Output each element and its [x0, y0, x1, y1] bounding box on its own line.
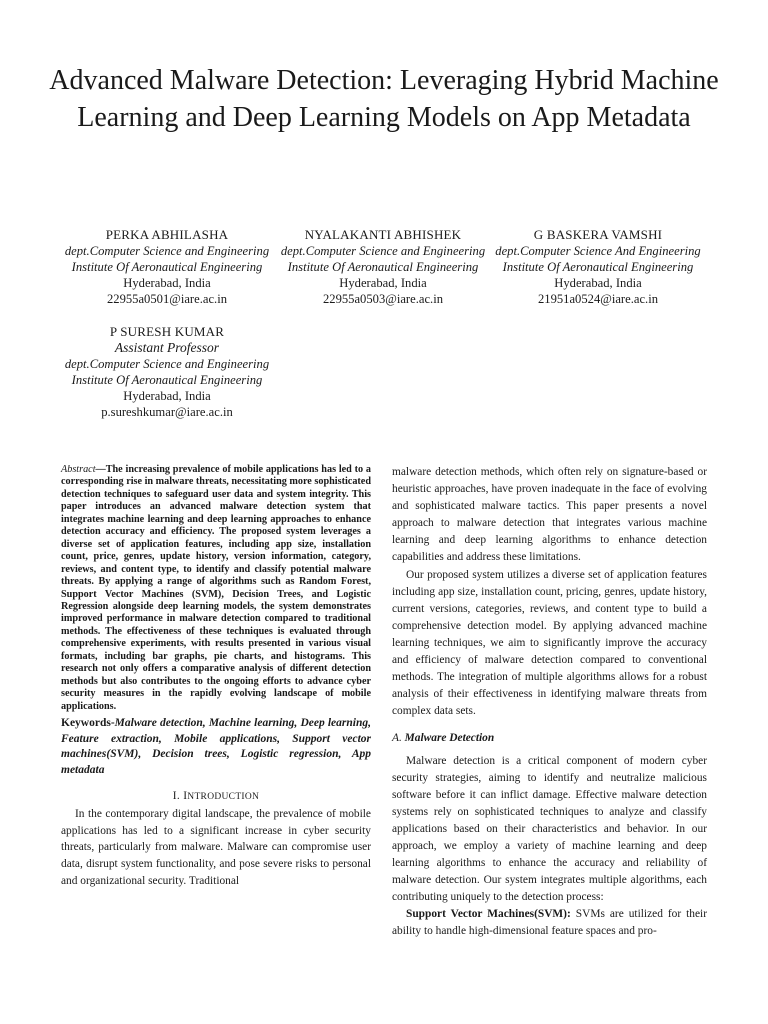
- author-block-1: [57, 227, 277, 307]
- author-institute: Institute Of Aeronautical Engineering: [71, 373, 263, 387]
- author-name: PERKA ABHILASHA: [105, 227, 229, 242]
- keywords-text: Malware detection, Machine learning, Deep learning, Feature extraction, Mobile applications, Support vector machines(SVM), Decision trees, Logistic regression, App metadata: [61, 717, 371, 776]
- author-location: Hyderabad, India: [123, 389, 211, 403]
- author-dept: dept.Computer Science and Engineering: [64, 244, 270, 258]
- subsection-label: A.: [392, 732, 402, 745]
- left-column: [61, 464, 371, 890]
- paragraph-text: SVMs are utilized for their ability to handle high-dimensional feature spaces and pro-: [392, 908, 707, 938]
- section-title: INTRODUCTION: [183, 790, 260, 803]
- keywords-label: Keywords-: [61, 717, 115, 730]
- author-dept: dept.Computer Science And Engineering: [495, 244, 701, 258]
- run-in-heading: Support Vector Machines(SVM):: [406, 908, 571, 921]
- author-dept: dept.Computer Science and Engineering: [280, 244, 486, 258]
- paragraph: Malware detection is a critical component of modern cyber security strategies, aiming to identify and neutralize malicious software before it can inflict damage. Effective malware detection systems rely on sophisticated techniques to analyze and classify applications based on their characteristics and behavior. In our approach, we employ a variety of machine learning and deep learning algorithms to enhance the accuracy and reliability of malware detection. Our system integrates multiple algorithms, each contributing uniquely to the detection process:: [392, 754, 707, 904]
- author-block-2: [273, 227, 493, 307]
- paper-title: Advanced Malware Detection: Leveraging Hybrid Machine Learning and Deep Learning Models on App Metadata: [49, 65, 719, 133]
- author-email: 21951a0524@iare.ac.in: [537, 292, 658, 306]
- author-email: 22955a0501@iare.ac.in: [106, 292, 227, 306]
- paragraph: Our proposed system utilizes a diverse set of application features including app size, installation count, pricing, genres, update history, current versions, categories, reviews, and content type to build a comprehensive detection model. By applying advanced machine learning techniques, we aim to significantly improve the accuracy and efficiency of malware detection compared to conventional methods. The integration of multiple algorithms allows for a robust analysis of their effectiveness in identifying malware threats from complex data sets.: [392, 568, 707, 718]
- right-column: [392, 464, 707, 941]
- author-dept: dept.Computer Science and Engineering: [64, 357, 270, 371]
- keywords: [61, 716, 371, 778]
- author-location: Hyderabad, India: [123, 276, 211, 290]
- paragraph: malware detection methods, which often rely on signature-based or heuristic approaches, have proven inadequate in the face of evolving and sophisticated malware tactics. This paper presents a novel approach to malware detection that integrates various machine learning and deep learning algorithms to enhance detection capabilities and address these limitations.: [392, 466, 707, 564]
- abstract-label: Abstract: [61, 464, 96, 475]
- paragraph: [392, 906, 707, 940]
- author-location: Hyderabad, India: [554, 276, 642, 290]
- intro-paragraph: In the contemporary digital landscape, the prevalence of mobile applications has led to a significant increase in cyber security threats, particularly from malware. Malware can compromise user data, disrupt system functionality, and pose severe risks to personal and organizational security. Traditional: [61, 808, 371, 887]
- author-block-3: [488, 227, 708, 307]
- author-institute: Institute Of Aeronautical Engineering: [71, 260, 263, 274]
- author-block-4: [57, 324, 277, 420]
- author-email: p.sureshkumar@iare.ac.in: [101, 405, 233, 419]
- author-role: Assistant Professor: [114, 340, 220, 355]
- abstract: [61, 464, 371, 713]
- author-institute: Institute Of Aeronautical Engineering: [502, 260, 694, 274]
- abstract-text: —The increasing prevalence of mobile applications has led to a corresponding rise in malware threats, necessitating more sophisticated detection techniques to safeguard user data and system integrity. This paper introduces an advanced malware detection system that integrates machine learning and deep learning approaches to enhance detection accuracy and efficiency. The proposed system leverages a diverse set of application features, including app size, installation count, price, genres, update history, version information, category, reviews, and content type, to identify and classify potential malware threats. By applying a range of algorithms such as Random Forest, Support Vector Machines (SVM), Decision Trees, and Logistic Regression alongside deep learning models, the system demonstrates improved performance in malware detection compared to traditional methods. The effectiveness of these techniques is evaluated through comprehensive experiments, with results presented in various visual formats, including bar graphs, pie charts, and histograms. This research not only offers a comparative analysis of different detection methods but also contributes to the ongoing efforts to advance cyber security measures in the rapidly evolving landscape of mobile applications.: [61, 464, 371, 712]
- author-name: P SURESH KUMAR: [109, 324, 225, 339]
- author-institute: Institute Of Aeronautical Engineering: [287, 260, 479, 274]
- author-location: Hyderabad, India: [339, 276, 427, 290]
- section-heading: [61, 790, 371, 802]
- author-name: NYALAKANTI ABHISHEK: [304, 227, 462, 242]
- subsection-title: Malware Detection: [404, 732, 495, 745]
- subsection-heading: [392, 730, 707, 747]
- author-email: 22955a0503@iare.ac.in: [322, 292, 443, 306]
- section-number: I.: [172, 790, 181, 803]
- author-name: G BASKERA VAMSHI: [533, 227, 663, 242]
